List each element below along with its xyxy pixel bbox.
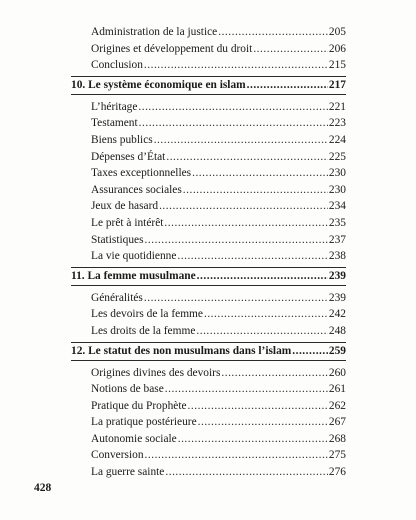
toc-entry-page-number: 230 <box>328 167 346 180</box>
toc-entry-title: Taxes exceptionnelles <box>91 167 192 180</box>
toc-section-entry <box>71 323 346 340</box>
toc-entry-title: Les droits de la femme <box>91 324 196 337</box>
toc-entry-title: 11. La femme musulmane <box>71 269 196 282</box>
toc-entry-title: Généralités <box>91 291 143 304</box>
toc-entry-title: Jeux de hasard <box>91 200 159 213</box>
toc-section-entry <box>71 165 346 182</box>
toc-entry-page-number: 221 <box>328 100 346 113</box>
toc-section-entry <box>71 306 346 323</box>
toc-chapter-entry <box>71 342 346 361</box>
toc-section-entry <box>71 198 346 215</box>
toc-section-entry <box>71 57 346 74</box>
toc-entry-page-number: 225 <box>328 150 346 163</box>
toc-entry-page-number: 259 <box>328 344 346 357</box>
toc-entry-title: Le prêt à intérêt <box>91 216 164 229</box>
dot-leader <box>292 343 328 360</box>
dot-leader <box>154 132 328 149</box>
dot-leader <box>159 198 328 215</box>
toc-entry-title: Conclusion <box>91 59 143 72</box>
dot-leader <box>165 381 328 398</box>
toc-entry-title: Dépenses d’État <box>91 150 166 163</box>
toc-entry-page-number: 262 <box>328 399 346 412</box>
toc-entry-page-number: 239 <box>328 269 346 282</box>
toc-entry-title: Les devoirs de la femme <box>91 308 203 321</box>
dot-leader <box>165 464 328 481</box>
toc-entry-title: La vie quotidienne <box>91 250 177 263</box>
toc-entry-title: Origines et développement du droit <box>91 42 253 55</box>
toc-entry-page-number: 215 <box>328 59 346 72</box>
toc-entry-page-number: 224 <box>328 133 346 146</box>
toc-entry-page-number: 268 <box>328 432 346 445</box>
toc-section-entry <box>71 414 346 431</box>
toc-entry-page-number: 239 <box>328 291 346 304</box>
toc-entry-page-number: 261 <box>328 383 346 396</box>
dot-leader <box>192 165 328 182</box>
toc-entry-page-number: 248 <box>328 324 346 337</box>
toc-entry-title: L’héritage <box>91 100 138 113</box>
dot-leader <box>144 290 328 307</box>
dot-leader <box>139 115 328 132</box>
toc-entry-title: La guerre sainte <box>91 466 165 479</box>
toc-entry-page-number: 275 <box>328 449 346 462</box>
toc-section-entry <box>71 215 346 232</box>
toc-entry-title: 12. Le statut des non musulmans dans l’islam <box>71 344 292 357</box>
toc-entry-page-number: 238 <box>328 250 346 263</box>
dot-leader <box>196 323 328 340</box>
toc-section-entry <box>71 99 346 116</box>
toc-section-entry <box>71 365 346 382</box>
dot-leader <box>218 24 328 41</box>
dot-leader <box>197 268 328 285</box>
toc-section-entry <box>71 24 346 41</box>
toc-section-entry <box>71 447 346 464</box>
toc-chapter-entry <box>71 76 346 95</box>
toc-entry-title: Pratique du Prophète <box>91 399 187 412</box>
toc-section-entry <box>71 41 346 58</box>
dot-leader <box>164 215 327 232</box>
toc-entry-title: Biens publics <box>91 133 153 146</box>
toc-entry-page-number: 242 <box>328 308 346 321</box>
dot-leader <box>247 77 328 94</box>
toc-section-entry <box>71 115 346 132</box>
toc-entry-title: 10. Le système économique en islam <box>71 78 246 91</box>
dot-leader <box>178 431 328 448</box>
page-number: 428 <box>34 482 52 494</box>
dot-leader <box>198 414 328 431</box>
toc-entry-page-number: 223 <box>328 117 346 130</box>
toc-entry-title: Statistiques <box>91 233 144 246</box>
dot-leader <box>144 57 328 74</box>
toc-entry-page-number: 230 <box>328 183 346 196</box>
toc-section-entry <box>71 132 346 149</box>
toc-entry-title: Conversion <box>91 449 144 462</box>
toc-entry-page-number: 205 <box>328 26 346 38</box>
toc-section-entry <box>71 232 346 249</box>
toc-entry-title: Notions de base <box>91 383 164 396</box>
dot-leader <box>221 365 328 382</box>
toc-chapter-entry <box>71 267 346 286</box>
toc-entry-title: La pratique postérieure <box>91 416 197 429</box>
dot-leader <box>145 232 328 249</box>
dot-leader <box>204 306 328 323</box>
dot-leader <box>166 149 328 166</box>
toc-entry-page-number: 234 <box>328 200 346 213</box>
dot-leader <box>138 99 328 116</box>
toc-entry-title: Administration de la justice <box>91 26 218 38</box>
dot-leader <box>253 41 328 58</box>
toc-section-entry <box>71 290 346 307</box>
dot-leader <box>177 248 328 265</box>
toc-section-entry <box>71 149 346 166</box>
toc-section-entry <box>71 464 346 481</box>
toc-section-entry <box>71 398 346 415</box>
toc-section-entry <box>71 381 346 398</box>
dot-leader <box>145 447 328 464</box>
toc-section-entry <box>71 431 346 448</box>
toc-entry-page-number: 235 <box>328 216 346 229</box>
toc-entry-page-number: 276 <box>328 466 346 479</box>
dot-leader <box>183 182 328 199</box>
toc-entry-page-number: 260 <box>328 366 346 379</box>
toc-entry-title: Testament <box>91 117 138 130</box>
toc-entry-page-number: 217 <box>328 78 346 91</box>
toc-entry-page-number: 237 <box>328 233 346 246</box>
toc-entry-page-number: 267 <box>328 416 346 429</box>
toc-entry-title: Assurances sociales <box>91 183 182 196</box>
toc-section-entry <box>71 182 346 199</box>
toc-section-entry <box>71 248 346 265</box>
dot-leader <box>188 398 328 415</box>
table-of-contents <box>71 24 346 481</box>
toc-entry-title: Origines divines des devoirs <box>91 366 221 379</box>
toc-entry-title: Autonomie sociale <box>91 432 177 445</box>
toc-entry-page-number: 206 <box>328 42 346 55</box>
